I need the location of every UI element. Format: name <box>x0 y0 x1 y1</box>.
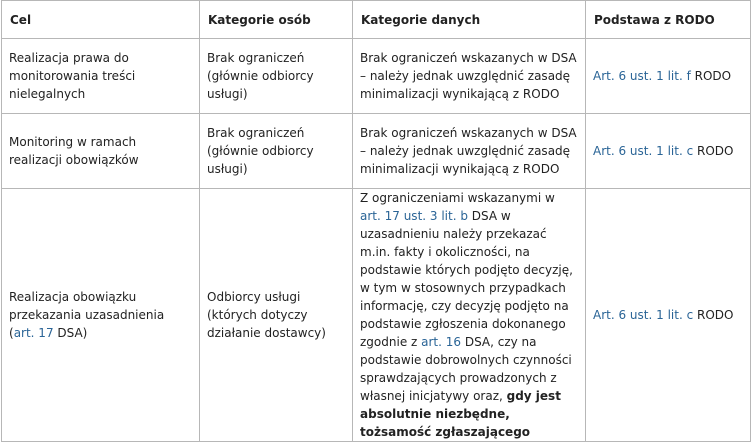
header-kategorie-danych: Kategorie danych <box>353 1 586 39</box>
table-row <box>2 39 751 114</box>
cel-text: Realizacja obowiązku przekazania uzasadnienia ( <box>9 290 165 340</box>
header-cel: Cel <box>2 1 200 39</box>
cell-cel <box>2 189 200 442</box>
cell-podstawa <box>586 39 751 114</box>
cell-podstawa <box>586 114 751 189</box>
podstawa-suffix: RODO <box>693 144 734 158</box>
cell-cel: Monitoring w ramach realizacji obowiązków <box>2 114 200 189</box>
art-17-ust-3-lit-b-link[interactable]: art. 17 ust. 3 lit. b <box>360 209 468 223</box>
art-17-link[interactable]: art. 17 <box>13 326 54 340</box>
cel-suffix: DSA) <box>53 326 88 340</box>
table-row <box>2 114 751 189</box>
cell-dane: Brak ograniczeń wskazanych w DSA – należy jednak uwzględnić zasadę minimalizacji wynikającą z RODO <box>353 39 586 114</box>
cell-osoby: Brak ograniczeń (głównie odbiorcy usługi) <box>200 114 353 189</box>
podstawa-suffix: RODO <box>690 69 732 83</box>
table-header-row <box>2 1 751 39</box>
dane-bold-text: gdy jest absolutnie niezbędne, tożsamość zgłaszającego <box>360 389 561 439</box>
table-row <box>2 189 751 442</box>
podstawa-link[interactable]: Art. 6 ust. 1 lit. c <box>593 308 694 322</box>
cell-osoby: Brak ograniczeń (głównie odbiorcy usługi) <box>200 39 353 114</box>
cell-dane: Brak ograniczeń wskazanych w DSA – należy jednak uwzględnić zasadę minimalizacji wynikającą z RODO <box>353 114 586 189</box>
dane-text-1: Z ograniczeniami wskazanymi w <box>360 191 555 205</box>
rodo-table <box>1 0 751 442</box>
podstawa-link[interactable]: Art. 6 ust. 1 lit. f <box>593 69 691 83</box>
podstawa-link[interactable]: Art. 6 ust. 1 lit. c <box>593 144 694 158</box>
dane-text-3: DSA, czy na podstawie dobrowolnych czynności sprawdzających prowadzonych z własnej inicjatywy oraz, <box>360 335 572 403</box>
art-16-link[interactable]: art. 16 <box>421 335 462 349</box>
header-kategorie-osob: Kategorie osób <box>200 1 353 39</box>
cell-cel: Realizacja prawa do monitorowania treści nielegalnych <box>2 39 200 114</box>
cell-podstawa <box>586 189 751 442</box>
dane-text-2: DSA w uzasadnieniu należy przekazać m.in. fakty i okoliczności, na podstawie których podjęto decyzję, w tym w stosownych przypadkach informację, czy decyzję podjęto na podstawie zgłoszenia dokonanego zgodnie z <box>360 209 573 349</box>
cell-osoby: Odbiorcy usługi (których dotyczy działanie dostawcy) <box>200 189 353 442</box>
cell-dane <box>353 189 586 442</box>
header-podstawa: Podstawa z RODO <box>586 1 751 39</box>
podstawa-suffix: RODO <box>693 308 734 322</box>
